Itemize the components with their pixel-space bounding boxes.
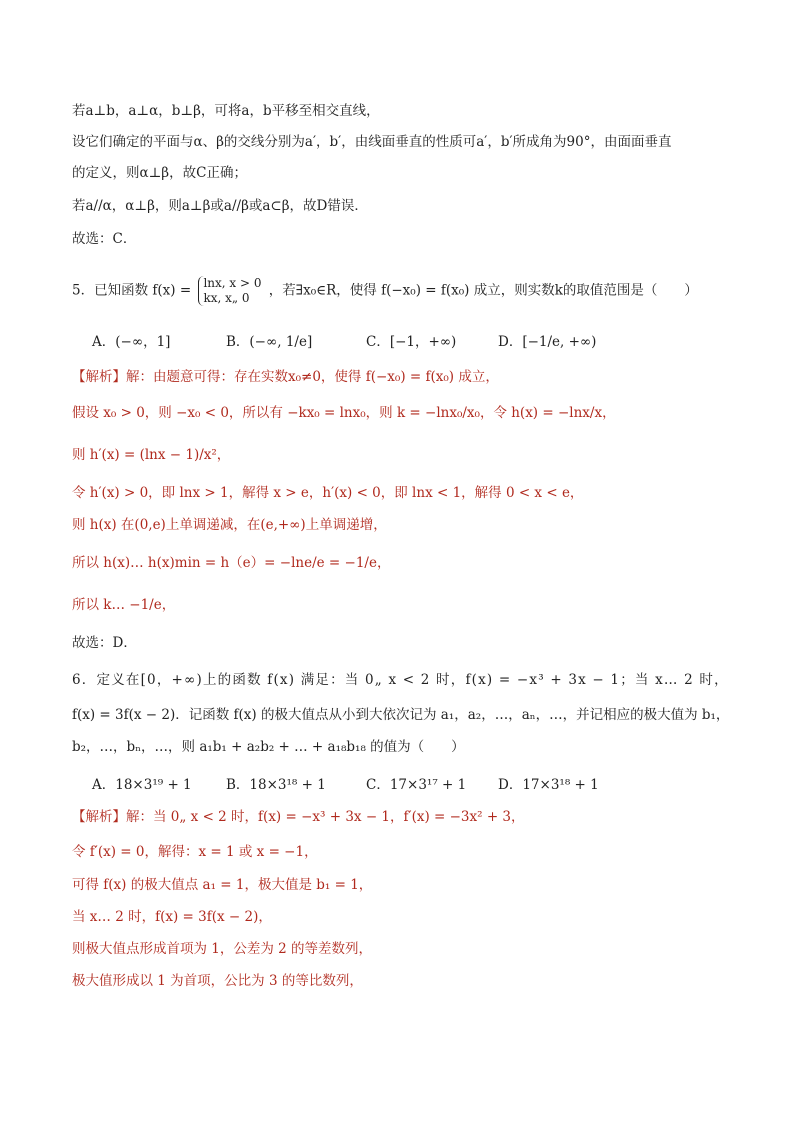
q5-option-b: B．(−∞, 1/e] — [226, 334, 313, 350]
prev-line-5: 故选：C． — [72, 231, 137, 247]
q5-stem — [72, 276, 698, 306]
q5-solution-line-1 — [72, 368, 499, 386]
q5-option-d: D．[−1/e, +∞) — [498, 334, 597, 350]
q5-answer: 故选：D． — [72, 635, 137, 651]
q5-stem-prefix: 5．已知函数 f(x) = — [72, 282, 192, 299]
q6-stem-line-2: f(x) = 3f(x − 2)．记函数 f(x) 的极大值点从小到大依次记为 a₁，a₂，…，aₙ，…，并记相应的极大值为 b₁， — [72, 707, 730, 723]
q5-solution-line-3: 则 h′(x) = (lnx − 1)/x²， — [72, 447, 231, 463]
q6-option-d: D．17×3¹⁸ + 1 — [498, 777, 599, 793]
q6-solution-text-1: 解：当 0„ x < 2 时，f(x) = −x³ + 3x − 1，f′(x) = −3x² + 3， — [126, 809, 525, 825]
prev-line-4: 若a//α，α⊥β，则a⊥β或a//β或a⊂β，故D错误． — [72, 198, 368, 214]
q5-case-2: kx, x„ 0 — [203, 291, 250, 305]
prev-line-2: 设它们确定的平面与α、β的交线分别为a′，b′，由线面垂直的性质可a′，b′所成角为90°，由面面垂直 — [72, 134, 672, 150]
q5-solution-line-2: 假设 x₀ > 0，则 −x₀ < 0，所以有 −kx₀ = lnx₀，则 k = −lnx₀/x₀，令 h(x) = −lnx/x， — [72, 405, 616, 421]
q5-piecewise-brace — [198, 276, 261, 306]
q5-option-c: C．[−1，+∞) — [366, 334, 457, 350]
q6-option-b: B．18×3¹⁸ + 1 — [226, 777, 326, 793]
q5-solution-line-7: 所以 k… −1/e， — [72, 597, 176, 613]
q5-solution-line-5: 则 h(x) 在(0,e)上单调递减，在(e,+∞)上单调递增， — [72, 517, 387, 533]
q5-solution-text-1: 解：由题意可得：存在实数x₀≠0，使得 f(−x₀) = f(x₀) 成立， — [126, 369, 499, 385]
prev-line-3: 的定义，则α⊥β，故C正确； — [72, 165, 247, 181]
q5-analysis-tag: 【解析】 — [72, 369, 126, 385]
q6-solution-line-5: 则极大值点形成首项为 1，公差为 2 的等差数列， — [72, 941, 373, 957]
q6-solution-line-4: 当 x… 2 时，f(x) = 3f(x − 2)， — [72, 909, 272, 925]
q5-solution-line-4: 令 h′(x) > 0，即 lnx > 1，解得 x > e，h′(x) < 0，即 lnx < 1，解得 0 < x < e， — [72, 485, 584, 501]
prev-line-1: 若a⊥b，a⊥α，b⊥β，可将a，b平移至相交直线， — [72, 103, 380, 119]
q6-analysis-tag: 【解析】 — [72, 809, 126, 825]
q6-option-c: C．17×3¹⁷ + 1 — [366, 777, 467, 793]
q6-solution-line-6: 极大值形成以 1 为首项，公比为 3 的等比数列， — [72, 973, 363, 989]
q6-option-a: A．18×3¹⁹ + 1 — [92, 777, 192, 793]
q6-solution-line-3: 可得 f(x) 的极大值点 a₁ = 1，极大值是 b₁ = 1， — [72, 877, 373, 893]
q6-solution-line-1 — [72, 808, 525, 826]
q5-case-1: lnx, x > 0 — [203, 276, 262, 290]
q5-solution-line-6: 所以 h(x)… h(x)min = h（e）= −lne/e = −1/e， — [72, 555, 391, 571]
q6-solution-line-2: 令 f′(x) = 0，解得：x = 1 或 x = −1， — [72, 844, 318, 860]
q6-stem-line-3: b₂，…，bₙ，…，则 a₁b₁ + a₂b₂ + … + a₁₈b₁₈ 的值为（ ） — [72, 739, 465, 755]
q6-stem-line-1: 6．定义在[0，+∞)上的函数 f(x) 满足：当 0„ x < 2 时，f(x) = −x³ + 3x − 1；当 x… 2 时， — [72, 672, 729, 688]
q5-option-a: A．(−∞，1] — [92, 334, 171, 350]
q5-stem-suffix: ，若∃x₀∈R，使得 f(−x₀) = f(x₀) 成立，则实数k的取值范围是（ ） — [268, 282, 698, 299]
